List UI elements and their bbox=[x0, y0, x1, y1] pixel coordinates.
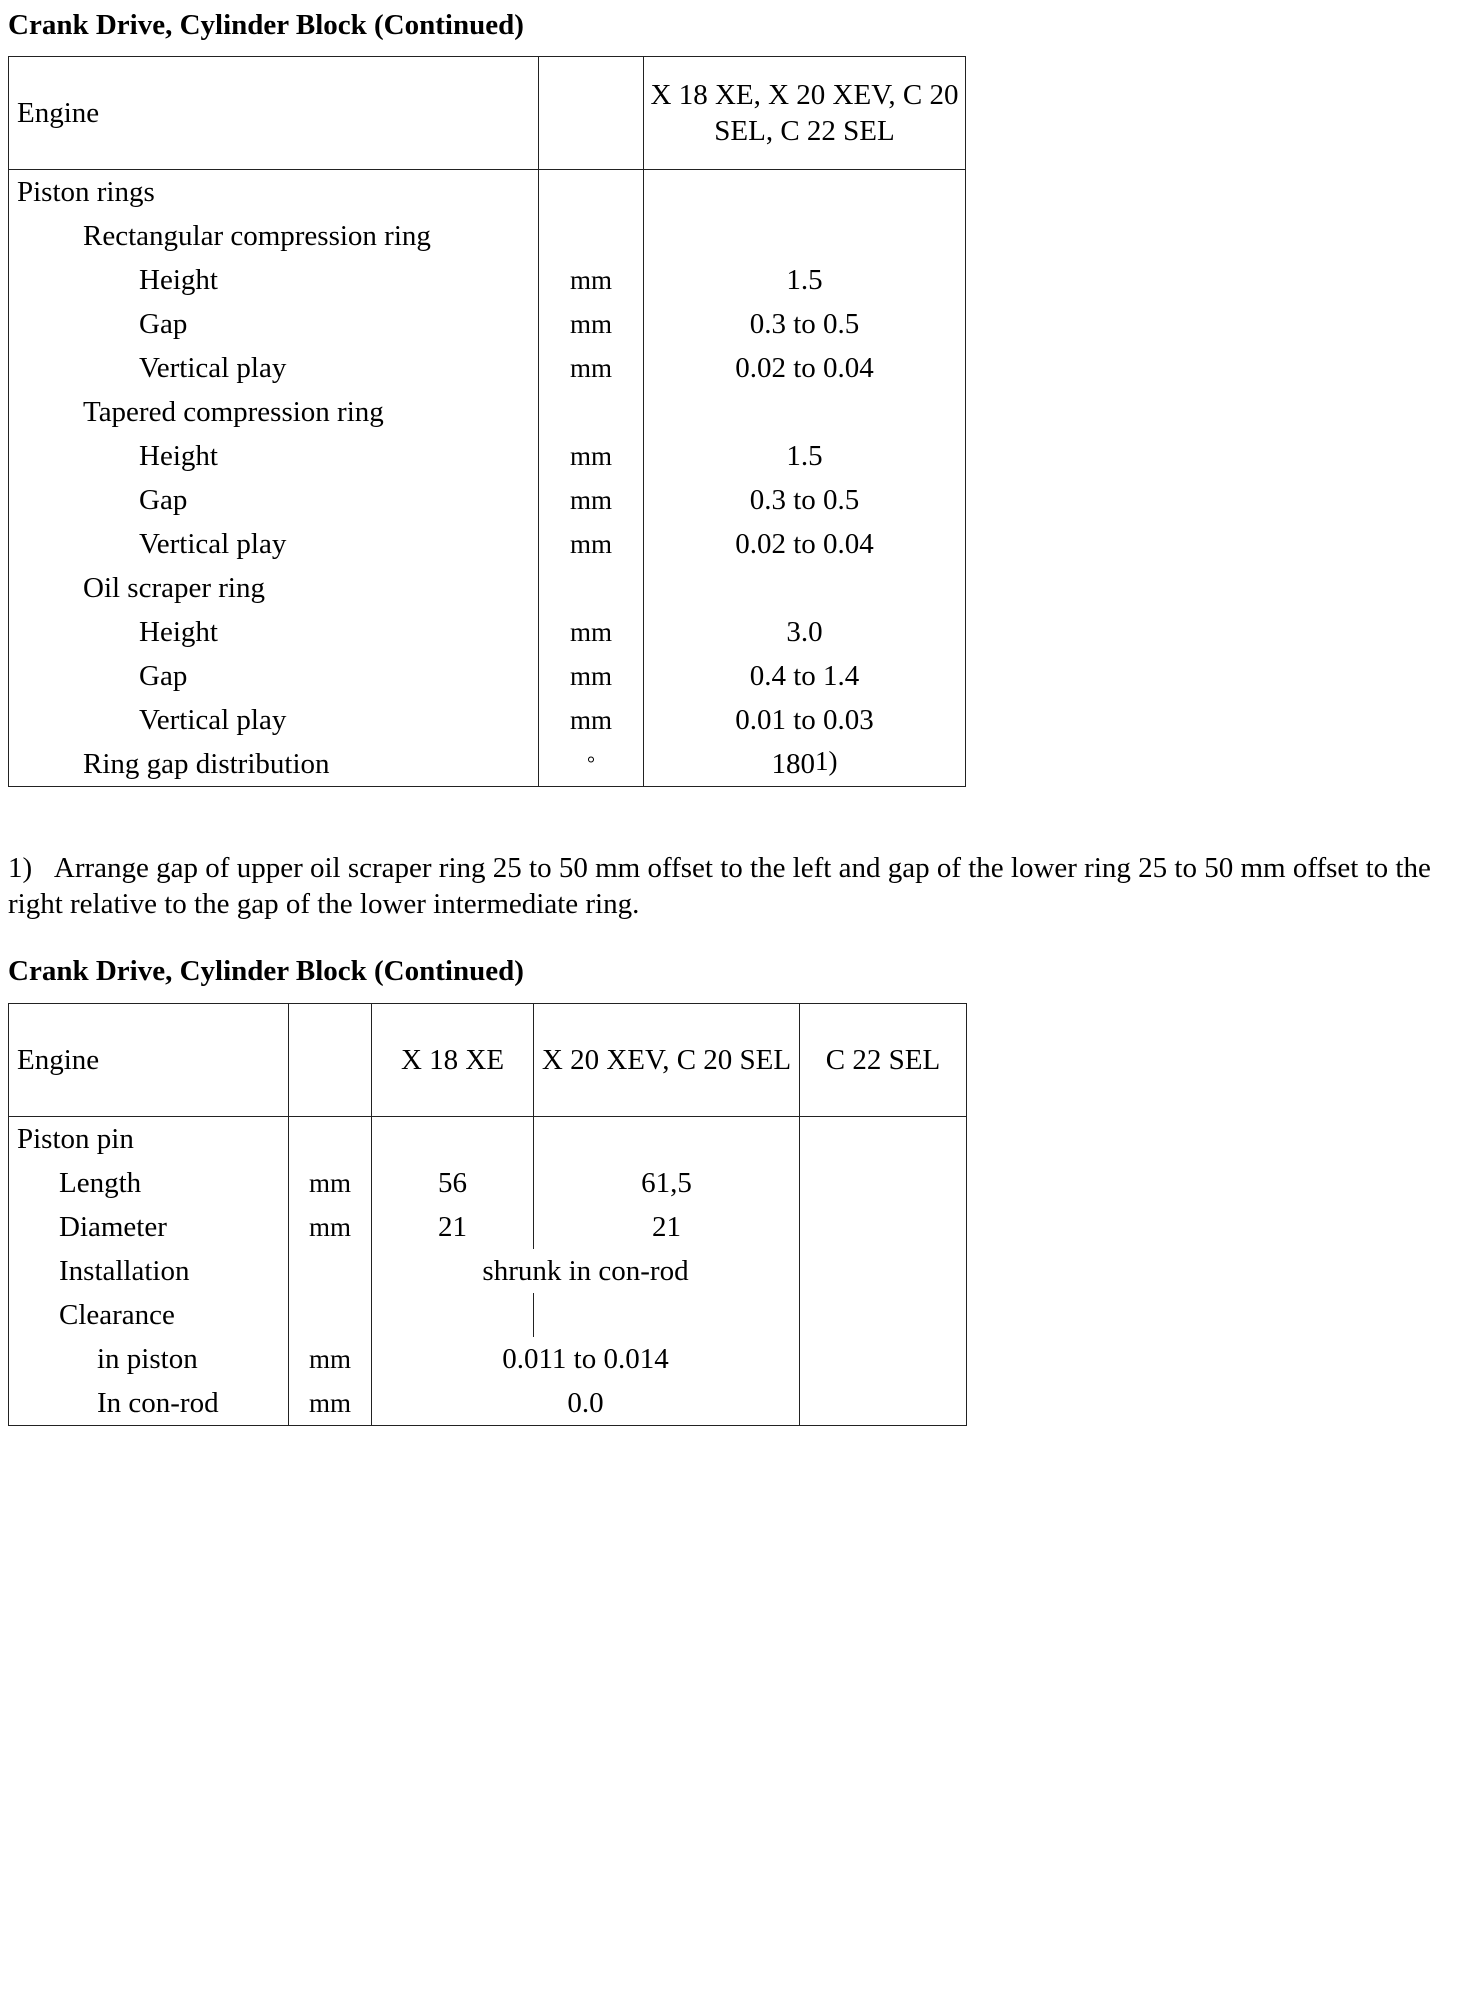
row-label: Length bbox=[9, 1161, 289, 1205]
in-conrod-value: 0.0 bbox=[372, 1381, 800, 1426]
row-unit bbox=[539, 566, 644, 610]
unit-header bbox=[539, 57, 644, 170]
col-x20xev-header: X 20 XEV, C 20 SEL bbox=[534, 1004, 800, 1117]
piston-rings-table bbox=[8, 56, 966, 787]
installation-value: shrunk in con-rod bbox=[372, 1249, 800, 1293]
col-x18xe-header: X 18 XE bbox=[372, 1004, 534, 1117]
row-label: in piston bbox=[9, 1337, 289, 1381]
table-row bbox=[9, 566, 966, 610]
row-label: Vertical play bbox=[9, 346, 539, 390]
footnote-marker: 1) bbox=[8, 852, 33, 884]
engines-header: X 18 XE, X 20 XEV, C 20 SEL, C 22 SEL bbox=[644, 57, 966, 170]
row-value: 0.4 to 1.4 bbox=[644, 654, 966, 698]
row-label: Height bbox=[9, 610, 539, 654]
row-value: 3.0 bbox=[644, 610, 966, 654]
degree-unit: ° bbox=[539, 742, 644, 787]
table-row bbox=[9, 1293, 967, 1337]
row-value bbox=[644, 566, 966, 610]
table-row bbox=[9, 478, 966, 522]
row-unit: mm bbox=[289, 1337, 372, 1381]
row-unit: mm bbox=[539, 522, 644, 566]
engine-header: Engine bbox=[9, 57, 539, 170]
row-unit: mm bbox=[539, 478, 644, 522]
row-unit: mm bbox=[539, 698, 644, 742]
table-row bbox=[9, 302, 966, 346]
row-unit: mm bbox=[539, 258, 644, 302]
table-row bbox=[9, 214, 966, 258]
table-row bbox=[9, 742, 966, 787]
row-label: Height bbox=[9, 434, 539, 478]
row-label: Height bbox=[9, 258, 539, 302]
row-unit: mm bbox=[289, 1205, 372, 1249]
table-row bbox=[9, 258, 966, 302]
row-unit: mm bbox=[539, 434, 644, 478]
x18-value: 56 bbox=[372, 1161, 534, 1205]
row-unit: mm bbox=[289, 1161, 372, 1205]
row-label: Clearance bbox=[9, 1293, 289, 1337]
row-unit: mm bbox=[539, 654, 644, 698]
row-label: Vertical play bbox=[9, 522, 539, 566]
row-value: 1.5 bbox=[644, 258, 966, 302]
row-value bbox=[644, 214, 966, 258]
row-label: Gap bbox=[9, 302, 539, 346]
row-value bbox=[644, 742, 966, 787]
row-label: Oil scraper ring bbox=[9, 566, 539, 610]
row-label: Vertical play bbox=[9, 698, 539, 742]
row-unit: mm bbox=[539, 346, 644, 390]
unit-header bbox=[289, 1004, 372, 1117]
row-label: In con-rod bbox=[9, 1381, 289, 1426]
ring-gap-value: 180 bbox=[771, 748, 815, 780]
table-row bbox=[9, 654, 966, 698]
group-row bbox=[9, 1117, 967, 1162]
table-row bbox=[9, 346, 966, 390]
table-header-row bbox=[9, 57, 966, 170]
row-value bbox=[644, 390, 966, 434]
table-row bbox=[9, 522, 966, 566]
section2-heading: Crank Drive, Cylinder Block (Continued) bbox=[8, 955, 524, 987]
table-row bbox=[9, 434, 966, 478]
row-label: Gap bbox=[9, 478, 539, 522]
row-label: Ring gap distribution bbox=[9, 742, 539, 787]
footnote-text: Arrange gap of upper oil scraper ring 25 to 50 mm offset to the left and gap of the lower ring 25 to 50 mm offset to the right relative to the gap of the lower intermediate ring. bbox=[8, 852, 1431, 920]
row-value: 0.02 to 0.04 bbox=[644, 522, 966, 566]
table-row bbox=[9, 610, 966, 654]
in-piston-value: 0.011 to 0.014 bbox=[372, 1337, 800, 1381]
section1-heading: Crank Drive, Cylinder Block (Continued) bbox=[8, 9, 524, 41]
table-row bbox=[9, 390, 966, 434]
group-row bbox=[9, 170, 966, 215]
table-row bbox=[9, 1381, 967, 1426]
row-value: 0.01 to 0.03 bbox=[644, 698, 966, 742]
row-unit bbox=[539, 214, 644, 258]
table-header-row bbox=[9, 1004, 967, 1117]
table-row bbox=[9, 698, 966, 742]
table-row bbox=[9, 1205, 967, 1249]
footnote bbox=[8, 850, 1448, 922]
table-row bbox=[9, 1249, 967, 1293]
row-unit bbox=[539, 390, 644, 434]
row-label: Diameter bbox=[9, 1205, 289, 1249]
x20-value: 61,5 bbox=[534, 1161, 800, 1205]
row-unit: mm bbox=[289, 1381, 372, 1426]
piston-pin-table bbox=[8, 1003, 967, 1426]
row-unit: mm bbox=[539, 302, 644, 346]
row-label: Gap bbox=[9, 654, 539, 698]
row-value: 1.5 bbox=[644, 434, 966, 478]
x18-value: 21 bbox=[372, 1205, 534, 1249]
row-label: Tapered compression ring bbox=[9, 390, 539, 434]
table-row bbox=[9, 1337, 967, 1381]
row-label: Rectangular compression ring bbox=[9, 214, 539, 258]
x20-value: 21 bbox=[534, 1205, 800, 1249]
engine-header: Engine bbox=[9, 1004, 289, 1117]
row-unit: mm bbox=[539, 610, 644, 654]
table-row bbox=[9, 1161, 967, 1205]
row-value: 0.02 to 0.04 bbox=[644, 346, 966, 390]
group-title: Piston rings bbox=[9, 170, 539, 215]
col-c22sel-header: C 22 SEL bbox=[800, 1004, 967, 1117]
group-title: Piston pin bbox=[9, 1117, 289, 1162]
row-value: 0.3 to 0.5 bbox=[644, 302, 966, 346]
row-value: 0.3 to 0.5 bbox=[644, 478, 966, 522]
footnote-ref: 1) bbox=[815, 746, 838, 776]
row-label: Installation bbox=[9, 1249, 289, 1293]
